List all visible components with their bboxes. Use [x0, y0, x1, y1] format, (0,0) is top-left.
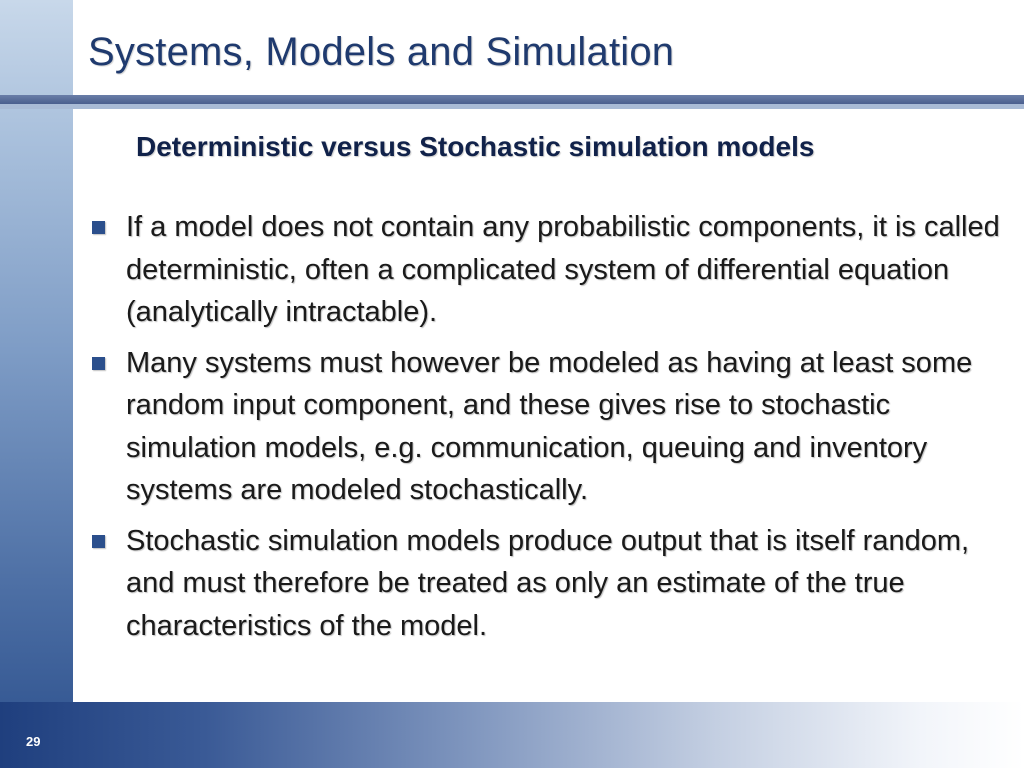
slide-title: Systems, Models and Simulation: [88, 30, 675, 74]
title-divider-dark: [0, 95, 1024, 104]
bullet-item: [88, 342, 1018, 512]
bullet-item: [88, 206, 1018, 334]
bullet-item: [88, 520, 1018, 648]
footer-band: [0, 702, 1024, 768]
bullet-text: If a model does not contain any probabilistic components, it is called deterministic, often a complicated system of differential equation (analytically intractable).: [126, 211, 1000, 328]
slide-subtitle: Deterministic versus Stochastic simulation models: [136, 131, 815, 162]
bullet-text: Many systems must however be modeled as having at least some random input component, and these gives rise to stochastic simulation models, e.g. communication, queuing and inventory systems are modeled stochastically.: [126, 346, 973, 506]
bullet-text: Stochastic simulation models produce output that is itself random, and must therefore be treated as only an estimate of the true characteristics of the model.: [126, 524, 970, 642]
bullet-list: [88, 206, 1018, 655]
square-bullet-icon: [92, 357, 105, 370]
square-bullet-icon: [92, 221, 105, 234]
square-bullet-icon: [92, 535, 105, 548]
title-divider: [0, 95, 1024, 109]
title-divider-light: [0, 104, 1024, 109]
page-number: 29: [26, 734, 41, 749]
left-decorative-bar: [0, 0, 73, 768]
